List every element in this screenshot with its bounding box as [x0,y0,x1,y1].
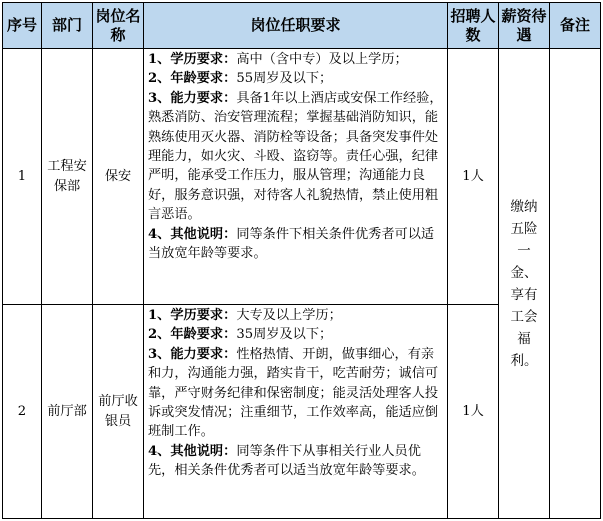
requirement-label: 4、其他说明： [148,226,237,242]
header-dept: 部门 [42,3,93,49]
table-row [3,49,601,305]
requirement-line [148,69,444,88]
row-count: 1人 [448,49,499,305]
requirement-line [148,89,444,225]
requirement-label: 1、学历要求： [148,308,237,323]
header-requirements: 岗位任职要求 [144,3,448,49]
requirement-label: 3、能力要求： [148,90,237,106]
header-seq: 序号 [3,3,42,49]
row-dept: 工程安保部 [42,49,93,305]
header-salary: 薪资待遇 [499,3,550,49]
recruitment-table [2,2,601,519]
requirement-text: 大专及以上学历； [236,308,342,323]
requirement-text: 高中（含中专）及以上学历； [236,52,408,67]
requirement-line [148,345,444,442]
row-count: 1人 [448,305,499,519]
requirement-line [148,225,444,264]
header-position: 岗位名称 [93,3,144,49]
requirement-line [148,442,444,481]
requirement-label: 4、其他说明： [148,443,237,459]
row-requirements [144,305,448,519]
salary-cell: 缴纳五险一金、享有工会福利。 [499,49,550,519]
requirement-label: 2、年龄要求： [148,327,237,343]
requirement-label: 3、能力要求： [148,346,237,362]
row-dept: 前厅部 [42,305,93,519]
row-position: 前厅收银员 [93,305,144,519]
row-seq: 1 [3,49,42,305]
requirement-label: 1、学历要求： [148,52,237,67]
requirement-line [148,306,444,325]
requirement-text: 性格热情、开朗，做事细心，有亲和力，沟通能力强，踏实肯干，吃苦耐劳；诚信可靠，严守财务纪律和保密制度；能灵活处理客人投诉或突发情况；注重细节，工作效率高，能适应倒班制工作。 [148,346,439,440]
requirement-line [148,50,444,69]
header-notes: 备注 [550,3,601,49]
requirement-line [148,325,444,344]
requirement-label: 2、年龄要求： [148,71,237,87]
header-count: 招聘人数 [448,3,499,49]
requirement-text: 具备1年以上酒店或安保工作经验，熟悉消防、治安管理流程；掌握基础消防知识，能熟练使用灭火器、消防栓等设备；具备突发事件处理能力，如火灾、斗殴、盗窃等。责任心强，纪律严明，能承受工作压力，服从管理；沟通能力良好，服务意识强，对待客人礼貌热情，禁止使用粗言恶语。 [148,90,443,223]
requirement-text: 35周岁及以下； [236,327,333,343]
requirement-text: 同等条件下相关条件优秀者可以适当放宽年龄等要求。 [148,226,435,262]
requirement-text: 同等条件下从事相关行业人员优先，相关条件优秀者可以适当放宽年龄等要求。 [148,443,425,479]
row-requirements [144,49,448,305]
header-row [3,3,601,49]
row-position: 保安 [93,49,144,305]
row-seq: 2 [3,305,42,519]
notes-cell [550,49,601,519]
requirement-text: 55周岁及以下； [236,71,333,87]
